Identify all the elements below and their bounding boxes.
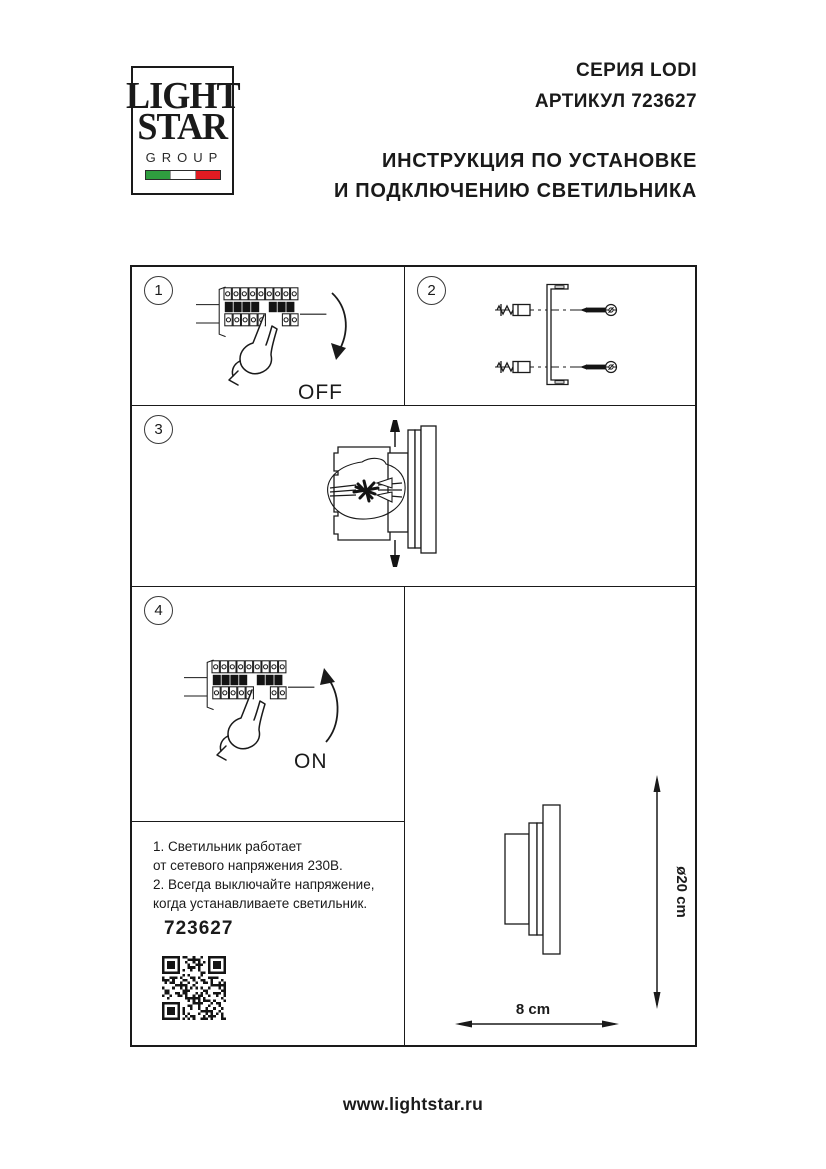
logo-word-group: GROUP [145,150,224,166]
flag-red [196,171,220,179]
step-1-cell [132,267,405,406]
step-2-cell [405,267,695,406]
step-3-cell [132,406,695,587]
step-2-badge: 2 [417,276,446,305]
arrow-head-up [320,668,335,685]
fixture-body [408,426,436,553]
note-line: от сетевого напряжения 230В. [153,858,343,873]
width-dimension-arrow [455,1021,619,1028]
fixture-side-view [505,805,560,954]
product-article-number: 723627 [164,918,234,939]
rotate-down-arrow-icon [332,293,346,349]
note-line: 2. Всегда выключайте напряжение, [153,877,375,892]
dimension-drawing [405,587,695,1045]
footer-url: www.lightstar.ru [342,1094,484,1114]
on-label: ON [294,750,328,773]
breaker-off-drawing [180,279,395,407]
mounting-hardware-drawing [405,267,695,404]
step-1-badge: 1 [144,276,173,305]
fixture-mounting-drawing [132,406,695,585]
logo-word-light: LIGHT [125,75,240,117]
step-4-badge: 4 [144,596,173,625]
series-title: СЕРИЯ LODI [575,60,697,81]
instruction-title [334,146,697,206]
article-number: АРТИКУЛ 723627 [534,91,697,112]
flag-white [170,171,196,179]
diameter-label: ø20 cm [673,866,690,918]
off-label: OFF [298,381,343,404]
screw-icon [580,362,617,373]
arrow-head-down [331,343,346,360]
flag-green [146,171,170,179]
qr-code [162,956,226,1020]
instruction-title-line2: И ПОДКЛЮЧЕНИЮ СВЕТИЛЬНИКА [333,180,697,202]
fixing-screw-icon [390,540,400,567]
logo-word-star: STAR [137,106,228,149]
height-dimension-arrow [654,775,661,1009]
fixing-screw-icon [390,420,400,447]
step-3-badge: 3 [144,415,173,444]
mounting-bracket-icon [547,285,568,385]
instruction-grid [130,265,697,1047]
pointing-hand-icon [217,690,265,760]
note-line: когда устанавливаете светильник. [153,896,368,911]
screw-icon [580,305,617,316]
wall-bracket [334,447,390,540]
lightstar-logo [125,66,240,195]
notes-cell [132,822,405,1045]
dimensions-cell [405,587,695,1045]
rotate-up-arrow-icon [326,678,338,742]
width-label: 8 cm [515,1001,551,1018]
safety-notes [153,837,374,913]
breaker-on-drawing [174,642,389,792]
step-4-cell [132,587,405,822]
italian-flag-icon [145,170,221,180]
header [334,61,697,206]
instruction-title-line1: ИНСТРУКЦИЯ ПО УСТАНОВКЕ [382,150,697,172]
note-line: 1. Светильник работает [153,839,302,854]
